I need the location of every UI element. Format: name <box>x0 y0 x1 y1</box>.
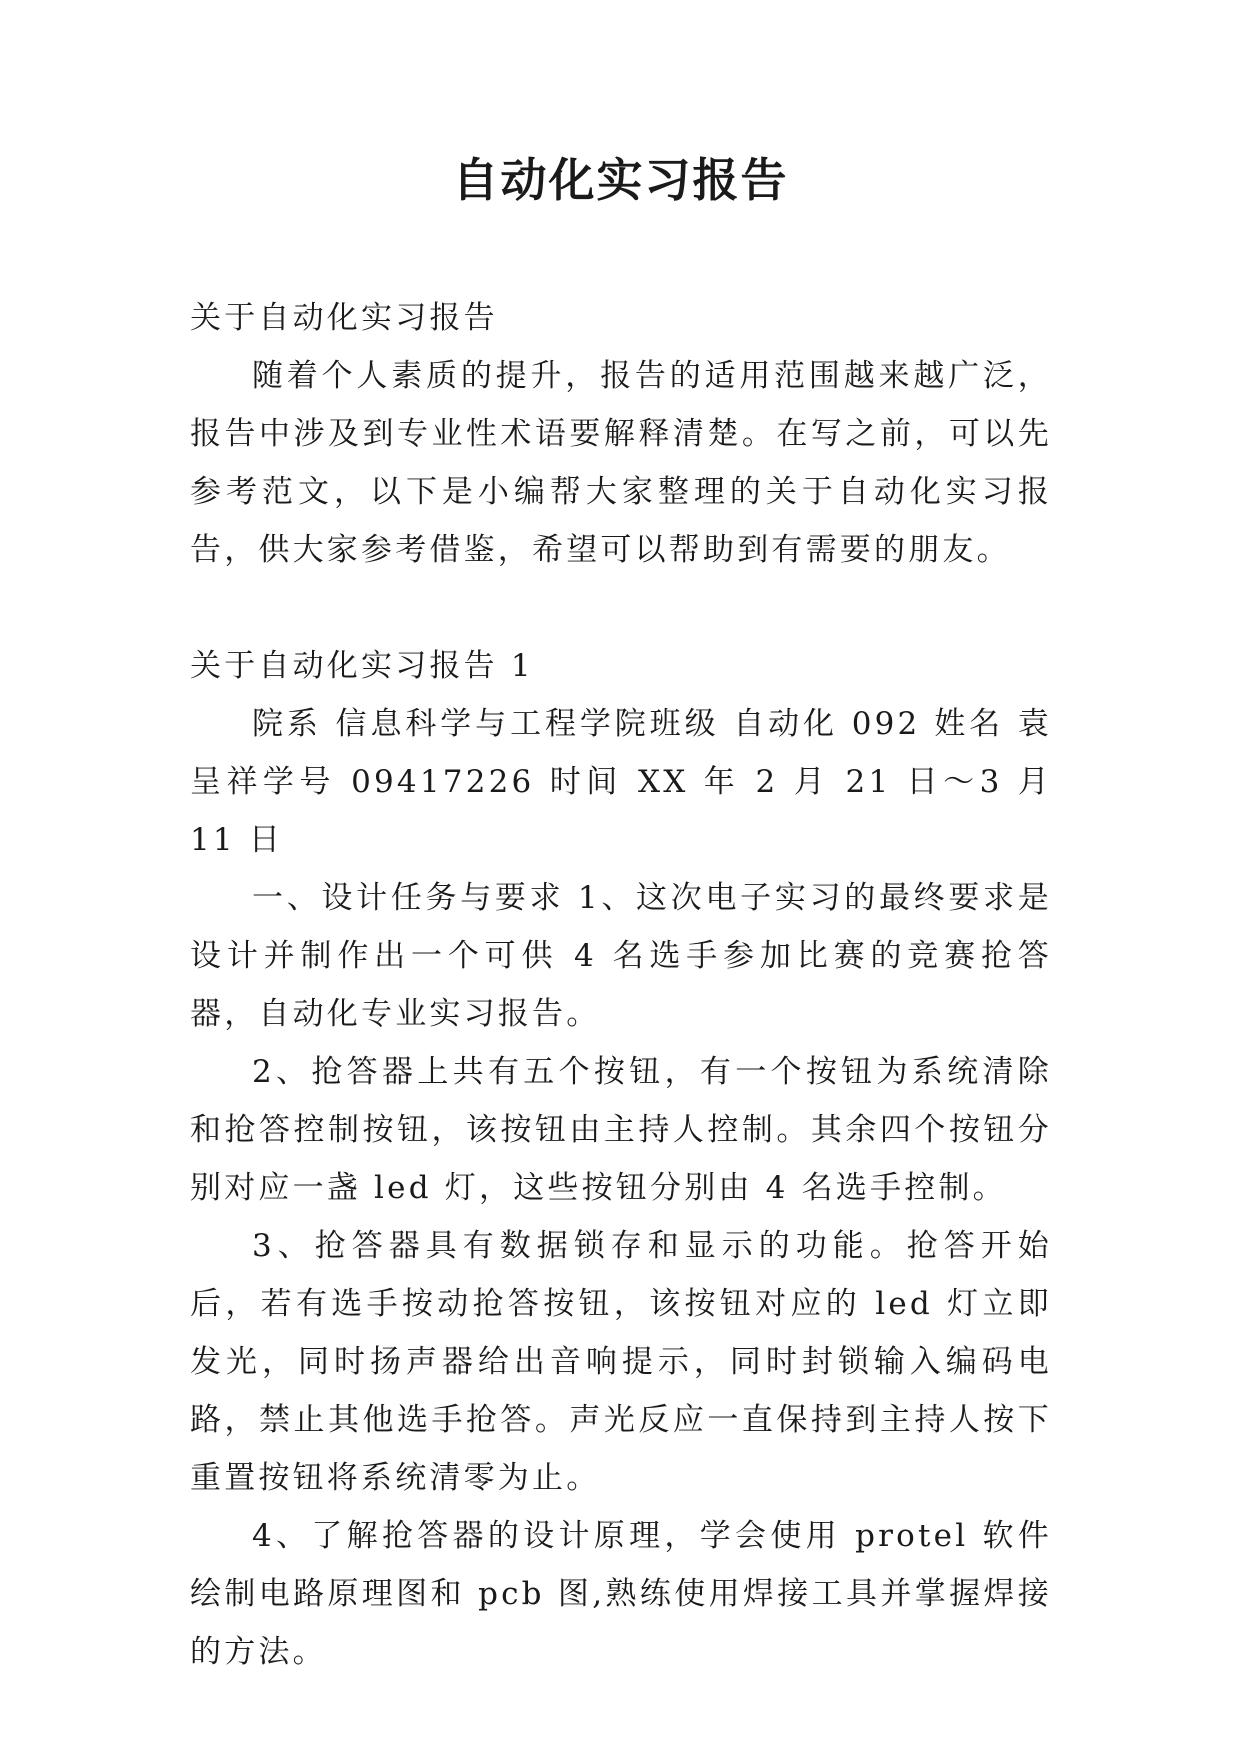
document-title: 自动化实习报告 <box>452 153 789 207</box>
report1-info: 院系 信息科学与工程学院班级 自动化 092 姓名 袁呈祥学号 09417226 时间 XX 年 2 月 21 日～3 月 11 日 <box>190 706 1052 858</box>
requirement-item-3: 3、抢答器具有数据锁存和显示的功能。抢答开始后，若有选手按动抢答按钮，该按钮对应的 led 灯立即发光，同时扬声器给出音响提示，同时封锁输入编码电路，禁止其他选手抢答。声光反应一直保持到主持人按下重置按钮将系统清零为止。 <box>190 1228 1052 1496</box>
requirement-item-2: 2、抢答器上共有五个按钮，有一个按钮为系统清除和抢答控制按钮，该按钮由主持人控制。其余四个按钮分别对应一盏 led 灯，这些按钮分别由 4 名选手控制。 <box>190 1054 1052 1206</box>
intro-paragraph: 随着个人素质的提升，报告的适用范围越来越广泛，报告中涉及到专业性术语要解释清楚。在写之前，可以先参考范文，以下是小编帮大家整理的关于自动化实习报告，供大家参考借鉴，希望可以帮助到有需要的朋友。 <box>190 358 1052 568</box>
paragraph-gap <box>190 579 1052 637</box>
requirement-item-1: 一、设计任务与要求 1、这次电子实习的最终要求是设计并制作出一个可供 4 名选手参加比赛的竞赛抢答器，自动化专业实习报告。 <box>190 880 1052 1032</box>
document-body <box>190 289 1052 1681</box>
requirement-item-4: 4、了解抢答器的设计原理，学会使用 protel 软件绘制电路原理图和 pcb 图,熟练使用焊接工具并掌握焊接的方法。 <box>190 1518 1052 1670</box>
report1-heading: 关于自动化实习报告 1 <box>190 648 534 684</box>
section-heading: 关于自动化实习报告 <box>190 300 498 336</box>
